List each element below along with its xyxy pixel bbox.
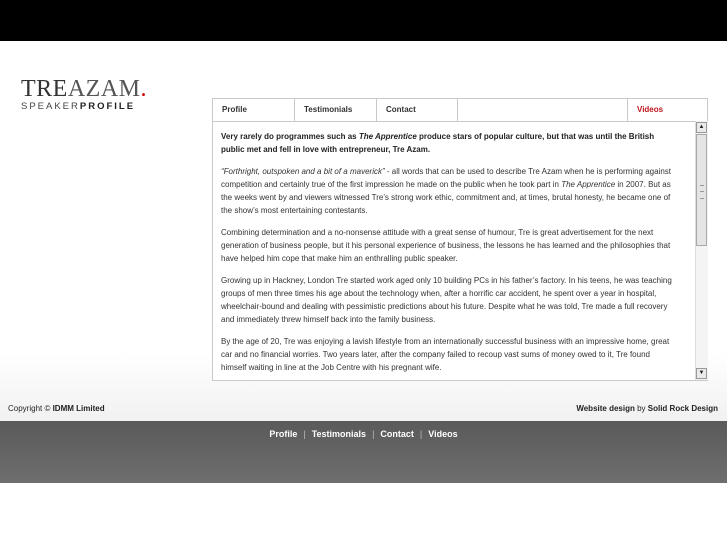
footer-link-contact[interactable]: Contact [380, 429, 414, 439]
logo-title: TREAZAM. [21, 76, 147, 102]
solid-rock-link[interactable]: Solid Rock Design [647, 404, 718, 413]
scrollbar-thumb[interactable] [696, 134, 707, 246]
scrollbar[interactable] [695, 121, 708, 380]
scroll-down-arrow-icon[interactable]: ▼ [696, 368, 707, 379]
scroll-up-arrow-icon[interactable]: ▲ [696, 122, 707, 133]
paragraph: Combining determination and a no-nonsense attitude with a great sense of humour, Tre is great advertisement for the next generation of business people, but it his personal experience of business, the lessons he has learned and the philosophies that have helped him cope that make him an enthralling public speaker. [221, 228, 671, 263]
top-bar [0, 0, 727, 41]
paragraph: Growing up in Hackney, London Tre started work aged only 10 building PCs in his father’s factory. In his teens, he was teaching groups of men three times his age about the technology when, after a horrific car accident, he spent over a year in hospital, wheelchair-bound and dealing with pessimistic predictions about his future. Despite what he was told, Tre made a full recovery and immediately threw himself back into the family business. [221, 276, 672, 324]
profile-text [221, 130, 673, 380]
paragraph: “Forthright, outspoken and a bit of a maverick” - all words that can be used to describe Tre Azam when he is performing against competition and certainly true of the first impression he made on the public when he took part in The Apprentice in 2007. But as the weeks went by and viewers witnessed Tre’s strong work ethic, commitment and, at times, brutal honesty, he became one of the show’s most entertaining contestants. [221, 167, 672, 215]
website-credit: Website design by Solid Rock Design [576, 404, 718, 413]
lead-paragraph: Very rarely do programmes such as The Apprentice produce stars of popular culture, but that was until the British public met and fell in love with entrepreneur, Tre Azam. [221, 132, 655, 154]
logo[interactable] [21, 78, 161, 112]
tab-bar [213, 99, 707, 122]
logo-subtitle: SPEAKERPROFILE [21, 101, 136, 112]
tab-videos[interactable]: Videos [627, 99, 707, 121]
copyright-text: Copyright © IDMM Limited [8, 404, 105, 413]
footer-link-profile[interactable]: Profile [269, 429, 298, 439]
footer-nav [0, 429, 727, 439]
tab-contact[interactable]: Contact [377, 99, 458, 121]
nav-separator: | [419, 429, 423, 439]
grip-icon [700, 185, 704, 199]
profile-panel [212, 98, 708, 381]
tab-profile[interactable]: Profile [213, 99, 295, 121]
credit-link[interactable]: Website design [576, 404, 635, 413]
nav-separator: | [372, 429, 375, 439]
nav-separator: | [303, 429, 306, 439]
footer-link-videos[interactable]: Videos [428, 429, 458, 439]
tab-testimonials[interactable]: Testimonials [295, 99, 377, 121]
footer-link-testimonials[interactable]: Testimonials [311, 429, 367, 439]
paragraph: By the age of 20, Tre was enjoying a lavish lifestyle from an internationally successful business with an impressive home, great car and no financial worries. Two years later, after the company failed to recoup vast sums of money owed to it, Tre found himself waiting in line at the Job Centre with his pregnant wife. [221, 337, 670, 372]
